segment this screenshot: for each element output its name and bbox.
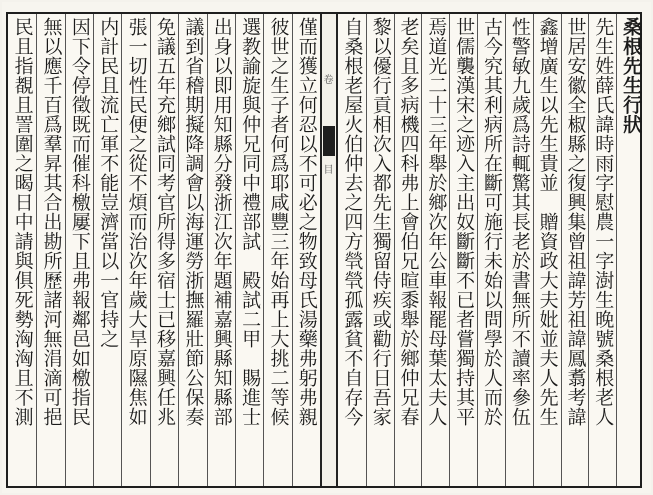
column-text: 老矣且多病機四科弗上會伯兄暄黍舉於鄉仲兄春 — [397, 17, 420, 427]
text-column — [292, 14, 320, 486]
gutter-mark: 目 — [321, 164, 332, 174]
text-column — [449, 14, 477, 486]
text-column — [93, 14, 121, 486]
left-page — [8, 14, 320, 486]
text-column — [533, 14, 561, 486]
text-column — [421, 14, 449, 486]
column-text: 彼世之生子者何爲耶咸豐三年始再上大挑二等候 — [267, 17, 290, 427]
column-text: 張一切性民便之從不煩而治次年歲大旱原隰焦如 — [125, 17, 148, 427]
right-page — [338, 14, 644, 486]
column-text: 選教諭旋與仲兄同中禮部試 殿試二甲 賜進士 — [239, 17, 262, 427]
text-column — [8, 14, 36, 486]
text-column — [65, 14, 93, 486]
column-text: 議到省稽期擬降調會以海運勞浙撫羅壯節公保奏 — [182, 17, 205, 427]
column-text: 内計民且流亡軍不能豈濟當以一官持之 — [97, 17, 120, 349]
column-text: 性警敏九歲爲詩輒驚其長老於書無所不讀率參伍 — [508, 17, 531, 427]
column-text: 古今究其利病所在斷可施行未始以問學於人而於 — [480, 17, 503, 427]
page-frame — [6, 12, 642, 488]
scanned-sheet — [2, 2, 651, 493]
text-column — [366, 14, 394, 486]
column-text: 先生姓薛氏諱時雨字慰農一字澍生晚號桑根老人 — [592, 17, 615, 427]
text-column — [588, 14, 616, 486]
text-column — [338, 14, 366, 486]
text-column — [505, 14, 533, 486]
gutter-mark: 卷 — [321, 74, 332, 84]
center-gutter — [320, 14, 338, 486]
text-column — [150, 14, 178, 486]
text-column — [207, 14, 235, 486]
column-text: 免議五年充鄉試同考官所得多宿士已移嘉興任兆 — [153, 17, 176, 427]
text-column — [178, 14, 206, 486]
text-column — [561, 14, 589, 486]
text-column — [477, 14, 505, 486]
column-text: 焉道光二十三年舉於鄉次年公車報罷母葉太夫人 — [425, 17, 448, 427]
column-text: 鑫增廣生以先生貴並 贈資政大夫妣並夫人先生 — [536, 17, 559, 427]
column-text: 世居安徽全椒縣之復興集曾祖諱芳祖諱鳳翥考諱 — [564, 17, 587, 427]
document-title: 桑根先生行狀 — [620, 17, 643, 134]
text-column — [394, 14, 422, 486]
column-text: 因下令停徵既而催科檄屢下且弗報鄰邑如檄指民 — [68, 17, 91, 427]
column-text: 世儒襲漢宋之迹入主出奴斷斷不已者嘗獨持其平 — [453, 17, 476, 427]
column-text: 黎以優行貢相次入都先生獨留侍疾或勸行日吾家 — [369, 17, 392, 427]
text-column — [235, 14, 263, 486]
text-column — [36, 14, 64, 486]
column-text: 民且指覩且詈圍之暍日中請與俱死勢洶洶且不測 — [11, 17, 34, 427]
text-column — [121, 14, 149, 486]
column-text: 出身以即用知縣分發浙江次年題補嘉興縣知縣部 — [210, 17, 233, 427]
text-column — [616, 14, 644, 486]
text-column — [263, 14, 291, 486]
fishtail-mark — [323, 126, 335, 156]
column-text: 無以應千百爲羣昇其合出勘所歷諸河無涓滴可挹 — [40, 17, 63, 427]
column-text: 自桑根老屋火伯仲去之四方煢煢孤露貧不自存今 — [341, 17, 364, 427]
column-text: 僅而獲立何忍以不可必之物致母氏湯藥弗躬弗親 — [295, 17, 318, 427]
